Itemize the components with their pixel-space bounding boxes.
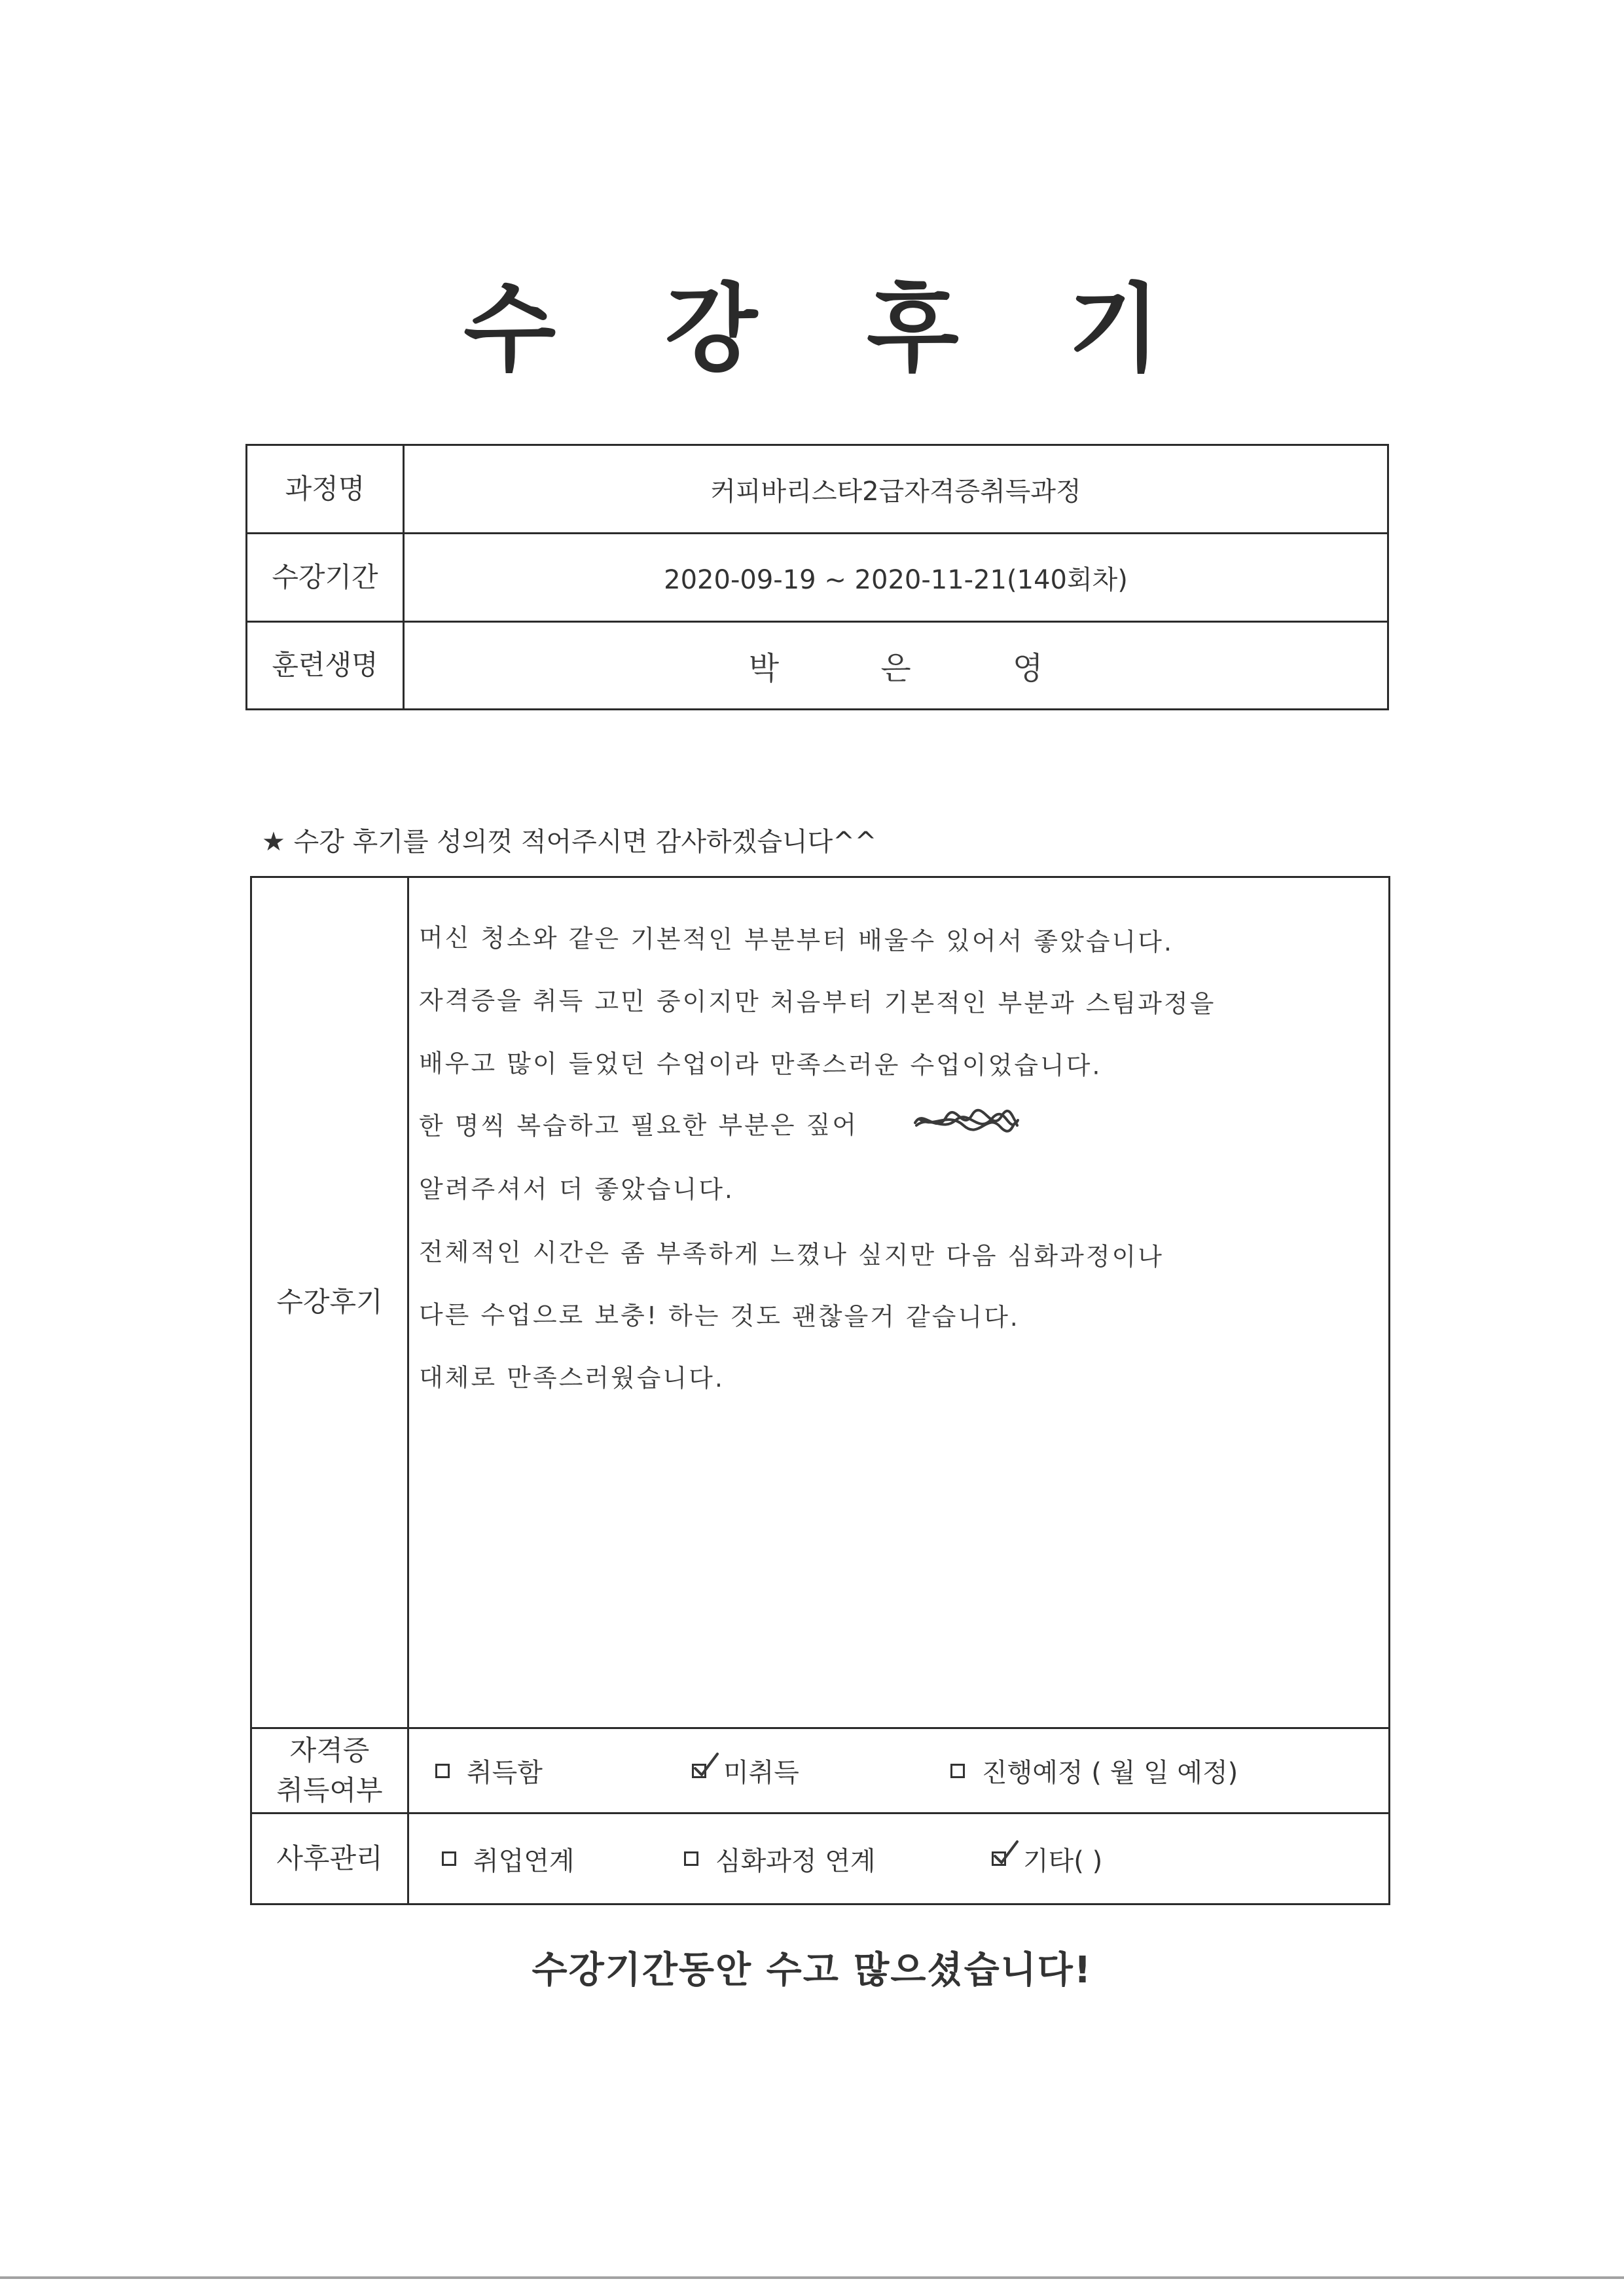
aftercare-checkbox[interactable] <box>442 1851 456 1866</box>
cert-option[interactable] <box>950 1729 1238 1812</box>
trainee-name-handwritten: 박 은 영 <box>748 650 1089 687</box>
aftercare-option-label: 취업연계 <box>473 1846 575 1876</box>
aftercare-option[interactable] <box>992 1814 1102 1903</box>
aftercare-label: 사후관리 <box>252 1814 409 1903</box>
page-title: 수 강 후 기 <box>463 274 1199 385</box>
trainee-label: 훈련생명 <box>247 623 405 708</box>
review-line: 대체로 만족스러웠습니다. <box>418 1363 725 1393</box>
cert-option-label: 진행예정 ( 월 일 예정) <box>982 1758 1238 1788</box>
cert-option-label: 미취득 <box>723 1758 799 1788</box>
review-line: 전체적인 시간은 좀 부족하게 느꼈나 싶지만 다음 심화과정이나 <box>418 1237 1164 1271</box>
cert-checkbox[interactable] <box>435 1764 450 1778</box>
review-line: 배우고 많이 들었던 수업이라 만족스러운 수업이었습니다. <box>418 1049 1102 1080</box>
review-text-area <box>252 878 1388 1727</box>
cert-label-line-2: 취득여부 <box>276 1774 383 1806</box>
review-line: 머신 청소와 같은 기본적인 부분부터 배울수 있어서 좋았습니다. <box>418 923 1174 957</box>
period-row <box>247 534 1387 623</box>
crossed-out-scribble <box>910 1103 1021 1139</box>
course-value: 커피바리스타2급자격증취득과정 <box>710 476 1081 507</box>
cert-option[interactable] <box>435 1729 543 1812</box>
review-table <box>250 876 1390 1905</box>
review-instruction-note: ★ 수강 후기를 성의껏 적어주시면 감사하겠습니다^^ <box>262 827 877 857</box>
checkmark-icon <box>691 1751 720 1780</box>
closing-message: 수강기간동안 수고 많으셨습니다! <box>532 1949 1092 1992</box>
aftercare-option-label: 심화과정 연계 <box>715 1846 876 1876</box>
checkmark-icon <box>991 1839 1020 1868</box>
cert-label-line-1: 자격증 <box>289 1734 370 1766</box>
aftercare-option[interactable] <box>684 1814 876 1903</box>
aftercare-checkbox[interactable] <box>684 1851 698 1866</box>
aftercare-option-label: 기타( ) <box>1023 1846 1103 1876</box>
cert-option[interactable] <box>692 1729 799 1812</box>
review-line: 다른 수업으로 보충! 하는 것도 괜찮을거 같습니다. <box>418 1300 1020 1332</box>
aftercare-option[interactable] <box>442 1814 575 1903</box>
course-info-table <box>245 444 1389 710</box>
aftercare-checkbox[interactable] <box>992 1851 1006 1866</box>
review-label: 수강후기 <box>252 878 409 1727</box>
course-label: 과정명 <box>247 446 405 532</box>
period-value: 2020-09-19 ~ 2020-11-21(140회차) <box>664 564 1128 595</box>
review-row <box>252 878 1388 1729</box>
cert-label <box>252 1729 409 1812</box>
course-row <box>247 446 1387 534</box>
review-line: 자격증을 취득 고민 중이지만 처음부터 기본적인 부분과 스팀과정을 <box>418 986 1216 1019</box>
trainee-row <box>247 623 1387 708</box>
period-label: 수강기간 <box>247 534 405 621</box>
cert-checkbox[interactable] <box>692 1764 706 1778</box>
cert-option-label: 취득함 <box>467 1758 543 1788</box>
cert-row <box>252 1729 1388 1814</box>
scan-edge-line <box>0 2276 1624 2279</box>
review-line: 한 명씩 복습하고 필요한 부분은 짚어 <box>418 1110 859 1140</box>
cert-checkbox[interactable] <box>950 1764 965 1778</box>
review-line: 알려주셔서 더 좋았습니다. <box>418 1175 735 1204</box>
aftercare-row <box>252 1814 1388 1903</box>
